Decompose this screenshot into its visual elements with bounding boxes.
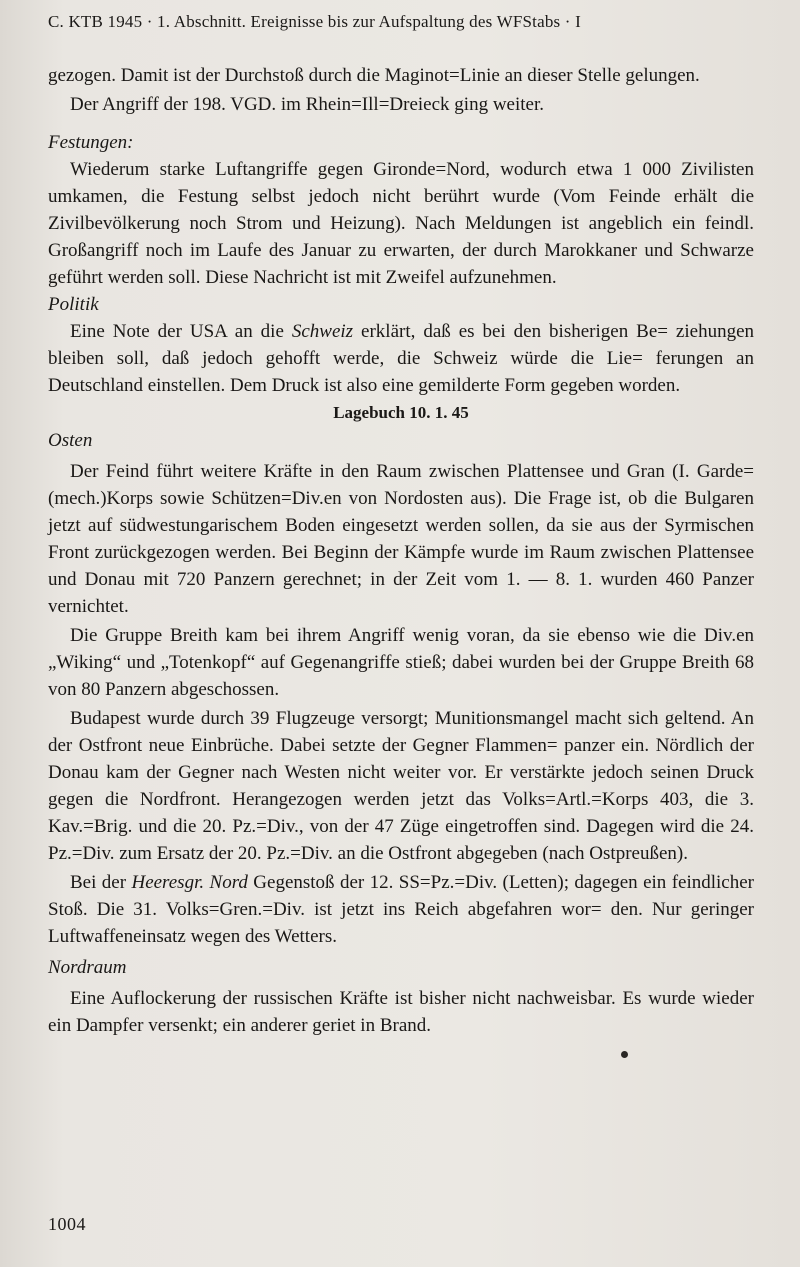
paragraph-maginot: gezogen. Damit ist der Durchstoß durch die Maginot=Linie an dieser Stelle gelungen. [48,65,700,86]
heading-festungen: Festungen: [48,132,134,153]
ink-speck [621,1051,628,1058]
usa-note-emphasis: Schweiz [291,321,354,342]
paragraph-plattensee: Der Feind führt weitere Kräfte in den Raum zwischen Plattensee und Gran (I. Garde=(mech.)Korps sowie Schützen=Div.en von Nordosten aus). Die Frage ist, ob die Bulgaren jetzt auf südwestungarischem Boden eingesetzt werden sollen, da sie aus der Syrmischen Front zurückgezogen werden. Bei Beginn der Kämpfe wurde im Raum zwischen Plattensee und Donau mit 720 Panzern gerechnet; in der Zeit vom 1. — 8. 1. wurden 460 Panzer vernichtet. [48,461,754,617]
paragraph-heeresgruppe-nord [48,869,754,950]
page-body [48,62,754,1039]
paragraph-budapest: Budapest wurde durch 39 Flugzeuge versorgt; Munitionsmangel macht sich geltend. An der Ostfront neue Einbrüche. Dabei setzte der Gegner Flammen= panzer ein. Nördlich der Donau kam der Gegner nach Westen nicht weiter vor. Er verstärkte jedoch seinen Druck gegen die Nordfront. Herangezogen werden jetzt das Volks=Artl.=Korps 403, die 3. Kav.=Brig. und die 20. Pz.=Div., von der 47 Züge eingetroffen sind. Dagegen wird die 24. Pz.=Div. zum Ersatz der 20. Pz.=Div. an die Ostfront abgegeben (nach Ostpreußen). [48,708,754,864]
usa-note-text-end: erklärt, daß es bei den bisherigen Be= ziehungen bleiben soll, daß jedoch gehofft werde, die Schweiz würde die Lie= ferungen an Deutschland einstellen. Dem Druck ist also eine gemilderte Form gegeben worden. [48,321,754,396]
paragraph-usa-note [48,318,754,399]
heeresgruppe-text-end: Gegenstoß der 12. SS=Pz.=Div. (Letten); dagegen ein feindlicher Stoß. Die 31. Volks=Gren.=Div. ist jetzt ins Reich abgefahren wor= den. Nur geringer Luftwaffeneinsatz wegen des Wetters. [48,872,754,947]
paragraph-breith: Die Gruppe Breith kam bei ihrem Angriff wenig voran, da sie ebenso wie die Div.en „Wiking“ und „Totenkopf“ auf Gegenangriffe stieß; dabei wurden bei der Gruppe Breith 68 von 80 Panzern abgeschossen. [48,625,754,700]
paragraph-rhein-ill: Der Angriff der 198. VGD. im Rhein=Ill=Dreieck ging weiter. [70,94,544,115]
paragraph-gironde: Wiederum starke Luftangriffe gegen Gironde=Nord, wodurch etwa 1 000 Zivilisten umkamen, die Festung selbst jedoch nicht berührt wurde (Vom Feinde erhält die Zivilbevölkerung noch Strom und Heizung). Nach Meldungen ist angeblich ein feindl. Großangriff noch im Laufe des Januar zu erwarten, der durch Marokkaner und Schwarze geführt werden soll. Diese Nachricht ist mit Zweifel aufzunehmen. [48,159,754,288]
heading-lagebuch: Lagebuch 10. 1. 45 [333,403,469,422]
heading-osten: Osten [48,430,93,451]
heeresgruppe-text-start: Bei der [70,872,132,893]
running-head: C. KTB 1945 · 1. Abschnitt. Ereignisse bis zur Aufspaltung des WFStabs · I [48,12,581,31]
page-number: 1004 [48,1214,86,1234]
heading-politik: Politik [48,294,99,315]
usa-note-text-start: Eine Note der USA an die [70,321,292,342]
heading-nordraum: Nordraum [48,957,127,978]
heeresgruppe-emphasis: Heeresgr. Nord [131,872,248,893]
paragraph-nordraum: Eine Auflockerung der russischen Kräfte ist bisher nicht nachweisbar. Es wurde wieder ein Dampfer versenkt; ein anderer geriet in Brand. [48,988,754,1036]
